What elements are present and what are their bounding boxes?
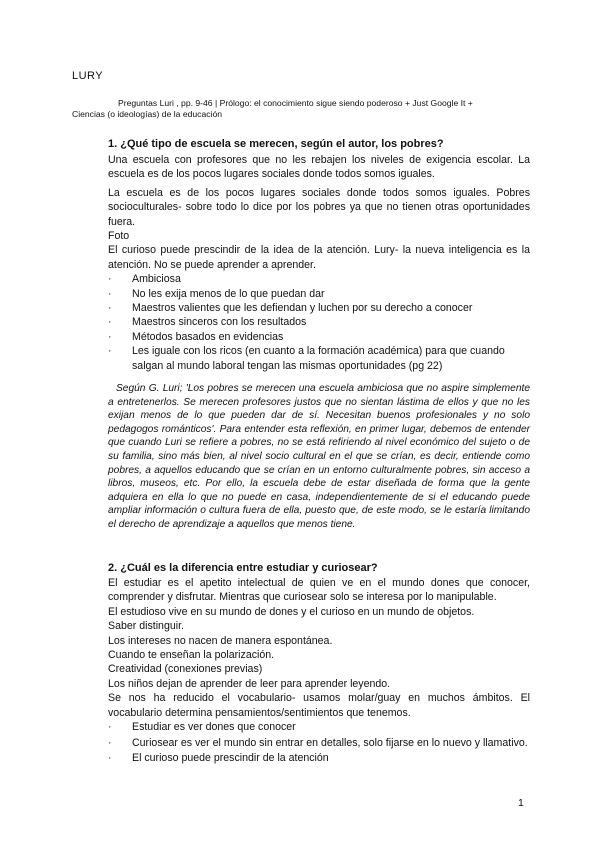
section-1	[108, 137, 530, 373]
list-item: · Maestros valientes que les defiendan y luchen por su derecho a conocer	[108, 302, 473, 315]
section-2-paragraph: Los intereses no nacen de manera espontánea.	[108, 634, 333, 647]
section-2-paragraph: El estudioso vive en su mundo de dones y el curioso en un mundo de objetos.	[108, 605, 475, 618]
section-2-paragraph: Saber distinguir.	[108, 620, 184, 633]
section-1-bullet-list	[108, 272, 530, 373]
document-title: LURY	[72, 70, 104, 82]
section-2-paragraph: Creatividad (conexiones previas)	[108, 663, 263, 676]
section-2-bullet-list	[108, 720, 530, 765]
quote-paragraph: Según G. Luri; 'Los pobres se merecen una escuela ambiciosa que no aspire simplemente a entretenerlos. Se merecen profesores justos que no sientan lástima de ellos y que no les exijan menos de lo que pueden dar de sí. Necesitan buenos profesionales y no solo pedagogos románticos'. Para entender esta reflexión, en primer lugar, debemos de entender que cuando Luri se refiere a pobres, no se está refiriendo al nivel económico del sujeto o de su familia, sino más bien, al nivel socio cultural en el que se crían, es decir, entiende como pobres, a aquellos educando que se crían en un entorno culturalmente pobres, sin acceso a libros, museos, etc. Por ello, la escuela debe de estar diseñada de forma que la gente adquiera en ella lo que no puede en casa, independientemente de si el educando puede ampliar información o cultura fuera de ella, puesto que, de este modo, se le estaría limitando el derecho de aprendizaje a aquellos que menos tiene.	[108, 383, 530, 530]
document-subtitle	[72, 98, 532, 120]
section-1-quote-block	[108, 382, 530, 532]
section-2-paragraph: Los niños dejan de aprender de leer para aprender leyendo.	[108, 677, 391, 690]
list-item: · Métodos basados en evidencias	[108, 330, 284, 343]
section-1-paragraph: Foto	[108, 230, 130, 243]
section-2-paragraph: Cuando te enseñan la polarización.	[108, 649, 275, 662]
section-2-paragraph: El estudiar es el apetito intelectual de quien ve en el mundo dones que conocer, comprender y disfrutar. Mientras que curiosear solo se interesa por lo manipulable.	[108, 577, 530, 604]
list-item: · Maestros sinceros con los resultados	[108, 316, 307, 329]
list-item: · Ambiciosa	[108, 273, 181, 286]
section-2-heading: 2. ¿Cuál es la diferencia entre estudiar y curiosear?	[108, 562, 378, 574]
list-item: · Curiosear es ver el mundo sin entrar en detalles, solo fijarse en lo nuevo y llamativo.	[108, 737, 528, 750]
list-item: · No les exija menos de lo que puedan dar	[108, 287, 325, 300]
section-1-paragraph: La escuela es de los pocos lugares sociales donde todos somos iguales. Pobres socioculturales- sobre todo lo dice por los pobres ya que no tienen otras oportunidades fuera.	[108, 186, 530, 228]
section-1-paragraph: Una escuela con profesores que no les rebajen los niveles de exigencia escolar. La escuela es de los pocos lugares sociales donde todos somos iguales.	[108, 154, 530, 181]
section-2	[108, 561, 530, 765]
page-number: 1	[518, 797, 524, 809]
subtitle-line-1: Preguntas Luri , pp. 9-46 | Prólogo: el conocimiento sigue siendo poderoso + Just Google It +	[118, 98, 473, 108]
list-item: · Les iguale con los ricos (en cuanto a la formación académica) para que cuando salgan al mundo laboral tengan las mismas oportunidades (pg 22)	[108, 345, 505, 372]
section-2-paragraph: Se nos ha reducido el vocabulario- usamos molar/guay en muchos ámbitos. El vocabulario determina pensamientos/sentimientos que tenemos.	[108, 692, 530, 719]
section-1-heading: 1. ¿Qué tipo de escuela se merecen, según el autor, los pobres?	[108, 138, 444, 150]
subtitle-line-2: Ciencias (o ideologías) de la educación	[72, 109, 223, 119]
section-1-paragraph: El curioso puede prescindir de la idea de la atención. Lury- la nueva inteligencia es la atención. No se puede aprender a aprender.	[108, 244, 530, 271]
list-item: · Estudiar es ver dones que conocer	[108, 721, 296, 734]
list-item: · El curioso puede prescindir de la atención	[108, 751, 329, 764]
